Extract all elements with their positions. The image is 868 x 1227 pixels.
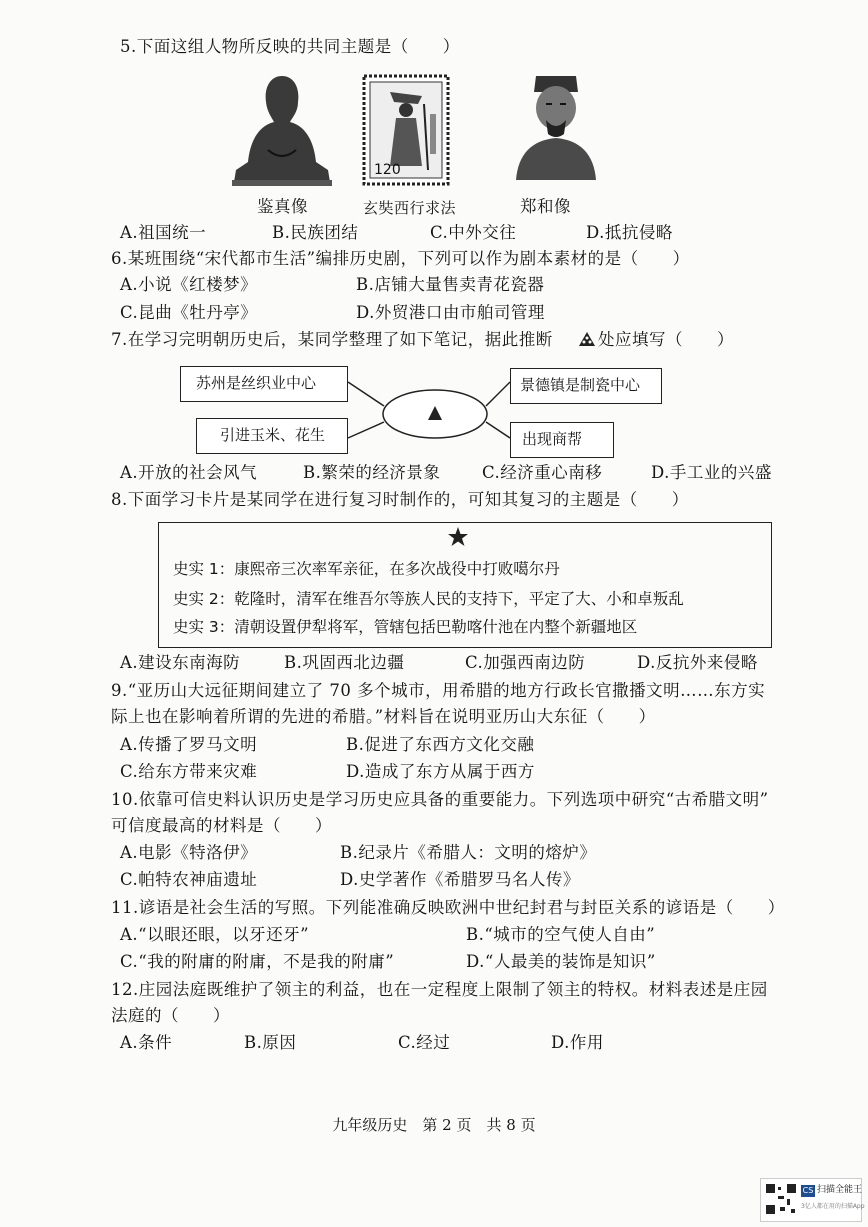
q7-note-3: 景德镇是制瓷中心 <box>520 376 641 394</box>
q5-caption-xuanzang: 玄奘西行求法 <box>363 199 457 217</box>
xuanzang-stamp-image <box>362 74 450 186</box>
q8-stem: 8.下面学习卡片是某同学在进行复习时制作的，可知其复习的主题是（ ） <box>111 490 689 509</box>
stamp-value: 120 <box>374 162 401 178</box>
q12-option-a[interactable]: A.条件 <box>120 1033 173 1052</box>
q6-option-d[interactable]: D.外贸港口由市舶司管理 <box>356 303 545 322</box>
q10-option-d[interactable]: D.史学著作《希腊罗马名人传》 <box>340 870 580 889</box>
q12-option-b[interactable]: B.原因 <box>244 1033 297 1052</box>
q5-option-b[interactable]: B.民族团结 <box>272 223 359 242</box>
q8-option-c[interactable]: C.加强西南边防 <box>465 653 586 672</box>
q7-note-2: 引进玉米、花生 <box>220 426 326 444</box>
qr-code-icon <box>765 1183 797 1215</box>
q5-caption-zhenghe: 郑和像 <box>520 197 571 216</box>
q8-study-card <box>158 522 772 648</box>
q5-option-d[interactable]: D.抵抗侵略 <box>586 223 673 242</box>
page-footer: 九年级历史 第 2 页 共 8 页 <box>332 1116 536 1134</box>
q7-stem-part1: 7.在学习完明朝历史后，某同学整理了如下笔记，据此推断 <box>111 330 553 349</box>
q10-option-a[interactable]: A.电影《特洛伊》 <box>120 843 258 862</box>
cs-logo-icon: CS <box>802 1186 814 1195</box>
q9-option-c[interactable]: C.给东方带来灾难 <box>120 762 258 781</box>
q9-option-b[interactable]: B.促进了东西方文化交融 <box>346 735 535 754</box>
q5-caption-jianzhen: 鉴真像 <box>257 197 308 216</box>
q8-option-a[interactable]: A.建设东南海防 <box>120 653 241 672</box>
q12-option-d[interactable]: D.作用 <box>551 1033 604 1052</box>
q8-option-d[interactable]: D.反抗外来侵略 <box>637 653 758 672</box>
watermark-brand: 扫描全能王 <box>817 1185 863 1195</box>
q5-option-c[interactable]: C.中外交往 <box>430 223 517 242</box>
q9-option-d[interactable]: D.造成了东方从属于西方 <box>346 762 535 781</box>
q8-option-b[interactable]: B.巩固西北边疆 <box>284 653 405 672</box>
q7-option-a[interactable]: A.开放的社会风气 <box>120 463 258 482</box>
q10-option-c[interactable]: C.帕特农神庙遗址 <box>120 870 258 889</box>
jianzhen-portrait-image <box>228 70 336 188</box>
q8-fact-2: 史实 2：乾隆时，清军在维吾尔等族人民的支持下，平定了大、小和卓叛乱 <box>173 590 684 608</box>
q12-stem-line2: 法庭的（ ） <box>111 1006 230 1025</box>
q8-fact-1: 史实 1：康熙帝三次率军亲征，在多次战役中打败噶尔丹 <box>173 560 560 578</box>
q8-fact-3: 史实 3：清朝设置伊犁将军，管辖包括巴勒喀什池在内整个新疆地区 <box>173 618 638 636</box>
zhenghe-portrait-image <box>502 68 610 186</box>
q11-option-b[interactable]: B.“城市的空气使人自由” <box>466 925 656 944</box>
q6-option-c[interactable]: C.昆曲《牡丹亭》 <box>120 303 258 322</box>
watermark-tagline: 3亿人都在用的扫描App <box>801 1203 865 1210</box>
q11-option-d[interactable]: D.“人最美的装饰是知识” <box>466 952 656 971</box>
q7-option-b[interactable]: B.繁荣的经济景象 <box>303 463 441 482</box>
q5-option-a[interactable]: A.祖国统一 <box>120 223 207 242</box>
q10-option-b[interactable]: B.纪录片《希腊人：文明的熔炉》 <box>340 843 597 862</box>
q7-stem-part2: 处应填写（ ） <box>598 330 734 349</box>
q10-stem-line2: 可信度最高的材料是（ ） <box>111 816 332 835</box>
q7-note-1: 苏州是丝织业中心 <box>196 374 317 392</box>
q9-option-a[interactable]: A.传播了罗马文明 <box>120 735 258 754</box>
q7-option-d[interactable]: D.手工业的兴盛 <box>651 463 772 482</box>
q7-note-4: 出现商帮 <box>522 430 583 448</box>
q7-option-c[interactable]: C.经济重心南移 <box>482 463 603 482</box>
q9-stem-line1: 9.“亚历山大远征期间建立了 70 多个城市，用希腊的地方行政长官撒播文明……东方实 <box>111 681 766 700</box>
q11-stem: 11.谚语是社会生活的写照。下列能准确反映欧洲中世纪封君与封臣关系的谚语是（ ） <box>111 898 785 917</box>
q11-option-a[interactable]: A.“以眼还眼，以牙还牙” <box>120 925 310 944</box>
q6-option-b[interactable]: B.店铺大量售卖青花瓷器 <box>356 275 545 294</box>
q9-stem-line2: 际上也在影响着所谓的先进的希腊。”材料旨在说明亚历山大东征（ ） <box>111 707 656 726</box>
q12-stem-line1: 12.庄园法庭既维护了领主的利益，也在一定程度上限制了领主的特权。材料表述是庄园 <box>111 980 768 999</box>
q11-option-c[interactable]: C.“我的附庸的附庸，不是我的附庸” <box>120 952 395 971</box>
q6-option-a[interactable]: A.小说《红楼梦》 <box>120 275 258 294</box>
q10-stem-line1: 10.依靠可信史料认识历史是学习历史应具备的重要能力。下列选项中研究“古希腊文明” <box>111 790 769 809</box>
scanner-watermark <box>760 1178 865 1222</box>
q6-stem: 6.某班围绕“宋代都市生活”编排历史剧，下列可以作为剧本素材的是（ ） <box>111 249 690 268</box>
q5-stem: 5.下面这组人物所反映的共同主题是（ ） <box>120 37 460 56</box>
q12-option-c[interactable]: C.经过 <box>398 1033 451 1052</box>
triangle-placeholder-icon <box>578 331 596 347</box>
